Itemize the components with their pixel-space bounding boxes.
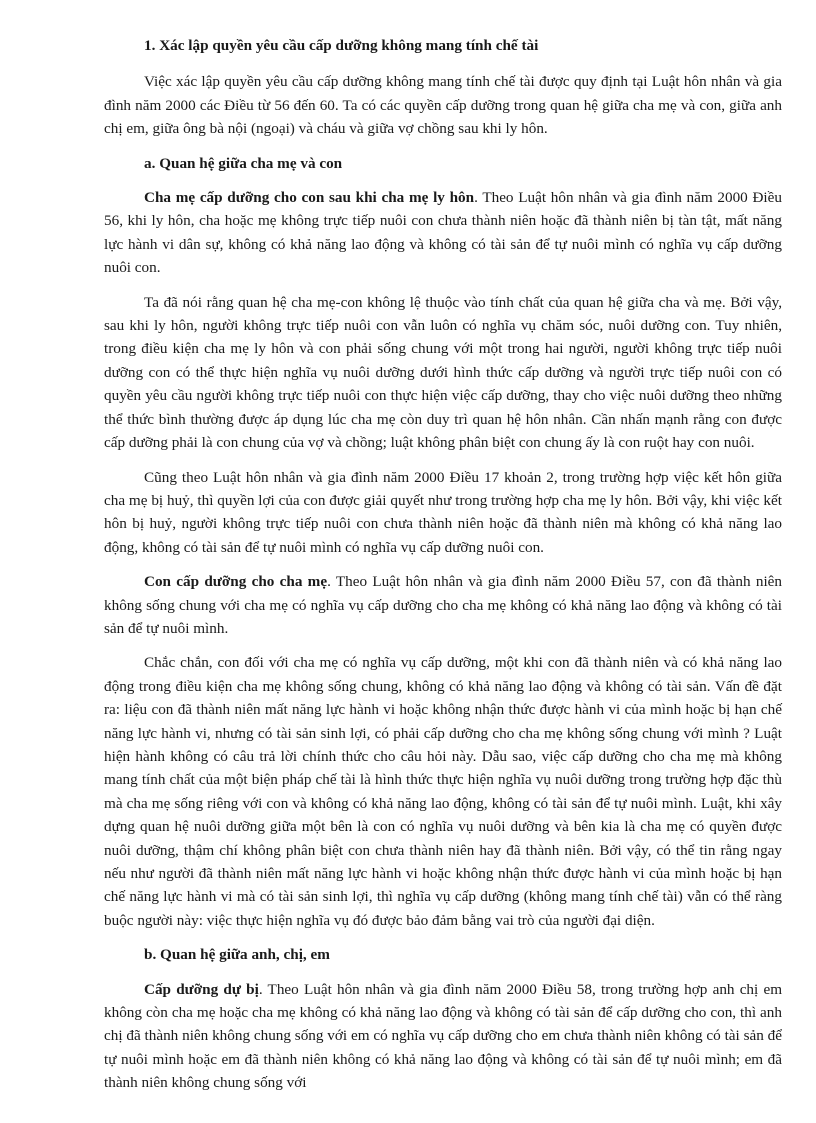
paragraph-parents-support-child: [104, 186, 782, 280]
paragraph-adult-child-obligation: Chắc chắn, con đối với cha mẹ có nghĩa vụ cấp dưỡng, một khi con đã thành niên và có khả năng lao động trong điều kiện cha mẹ không sống chung, không có khả năng lao động và không có tài sản. Vấn đề đặt ra: liệu con đã thành niên mất năng lực hành vi hoặc không nhận thức được hành vi của mình hoặc bị hạn chế năng lực hành vi, nhưng có tài sản sinh lợi, có phải cấp dưỡng cho cha mẹ không sống chung với mình ? Luật hiện hành không có câu trả lời chính thức cho câu hỏi này. Dẫu sao, việc cấp dưỡng cho cha mẹ mà không mang tính chất của một biện pháp chế tài là hình thức thực hiện nghĩa vụ nuôi dưỡng trong trường hợp đặc thù mà cha mẹ sống riêng với con và không có khả năng lao động, không có tài sản để tự nuôi mình. Luật, khi xây dựng quan hệ nuôi dưỡng giữa một bên là con có nghĩa vụ nuôi dưỡng và bên kia là cha mẹ có quyền được nuôi dưỡng, thậm chí không phân biệt con chưa thành niên hay đã thành niên. Bởi vậy, có thể tin rằng ngay nếu như người đã thành niên mất năng lực hành vi hoặc không nhận thức được hành vi của mình hoặc bị hạn chế năng lực hành vi mà có tài sản sinh lợi, thì nghĩa vụ cấp dưỡng (không mang tính chế tài) vẫn có thể ràng buộc người này: việc thực hiện nghĩa vụ đó được bảo đảm bằng vai trò của người đại diện.: [104, 654, 782, 929]
subsection-heading-a: a. Quan hệ giữa cha mẹ và con: [144, 154, 343, 172]
paragraph-text: . Theo Luật hôn nhân và gia đình năm 2000 Điều 56, khi ly hôn, cha hoặc mẹ không trực tiếp nuôi con chưa thành niên hoặc đã thành niên bị tàn tật, mất năng lực hành vi dân sự, không có khả năng lao động và không có tài sản để tự nuôi mình có nghĩa vụ cấp dưỡng nuôi con.: [104, 189, 782, 277]
paragraph-lead-bold: Cha mẹ cấp dưỡng cho con sau khi cha mẹ ly hôn: [144, 189, 475, 207]
document-body: [104, 34, 782, 1106]
subsection-heading-b: b. Quan hệ giữa anh, chị, em: [144, 946, 330, 964]
paragraph-text: . Theo Luật hôn nhân và gia đình năm 2000 Điều 57, con đã thành niên không sống chung với cha mẹ có nghĩa vụ cấp dưỡng cho cha mẹ không có khả năng lao động và không có tài sản để tự nuôi mình.: [104, 573, 783, 637]
paragraph-lead-bold: Con cấp dưỡng cho cha mẹ: [144, 573, 328, 591]
paragraph-parent-child-relation: Ta đã nói rằng quan hệ cha mẹ-con không lệ thuộc vào tính chất của quan hệ giữa cha và mẹ. Bởi vậy, sau khi ly hôn, người không trực tiếp nuôi con vẫn luôn có nghĩa vụ chăm sóc, nuôi dưỡng con. Tuy nhiên, trong điều kiện cha mẹ ly hôn và con phải sống chung với một trong hai người, người không trực tiếp nuôi dưỡng con có thể thực hiện nghĩa vụ nuôi dưỡng dưới hình thức cấp dưỡng và người trực tiếp nuôi con có quyền yêu cầu người không trực tiếp nuôi con thực hiện việc cấp dưỡng, thay cho việc nuôi dưỡng theo những thể thức bình thường được áp dụng lúc cha mẹ còn duy trì quan hệ hôn nhân. Cần nhấn mạnh rằng con được cấp dưỡng phải là con chung của vợ và chồng; luật không phân biệt con chung ấy là con ruột hay con nuôi.: [104, 293, 782, 452]
paragraph-annulled-marriage: Cũng theo Luật hôn nhân và gia đình năm 2000 Điều 17 khoản 2, trong trường hợp việc kết hôn giữa cha mẹ bị huỷ, thì quyền lợi của con được giải quyết như trong trường hợp cha mẹ ly hôn. Bởi vậy, khi việc kết hôn bị huỷ, người không trực tiếp nuôi con chưa thành niên hoặc đã thành niên mà không có khả năng lao động, không có tài sản để tự nuôi mình có nghĩa vụ cấp dưỡng nuôi con.: [104, 468, 782, 556]
section-heading: 1. Xác lập quyền yêu cầu cấp dưỡng không mang tính chế tài: [144, 37, 539, 54]
intro-paragraph: Việc xác lập quyền yêu cầu cấp dưỡng không mang tính chế tài được quy định tại Luật hôn nhân và gia đình năm 2000 các Điều từ 56 đến 60. Ta có các quyền cấp dưỡng trong quan hệ giữa cha mẹ và con, giữa anh chị em, giữa ông bà nội (ngoại) và cháu và giữa vợ chồng sau khi ly hôn.: [104, 73, 782, 138]
paragraph-lead-bold: Cấp dưỡng dự bị: [144, 980, 259, 998]
paragraph-child-supports-parents: [104, 570, 782, 640]
paragraph-reserve-support: [104, 978, 782, 1095]
paragraph-text: . Theo Luật hôn nhân và gia đình năm 2000 Điều 58, trong trường hợp anh chị em không còn cha mẹ hoặc cha mẹ không có khả năng lao động và không có tài sản để cấp dưỡng cho con, thì anh chị đã thành niên không chung sống với em có nghĩa vụ cấp dưỡng cho em chưa thành niên không có tài sản để tự nuôi mình hoặc em đã thành niên không có khả năng lao động và không có tài sản để tự nuôi mình; em đã thành niên không chung sống với: [104, 980, 783, 1092]
